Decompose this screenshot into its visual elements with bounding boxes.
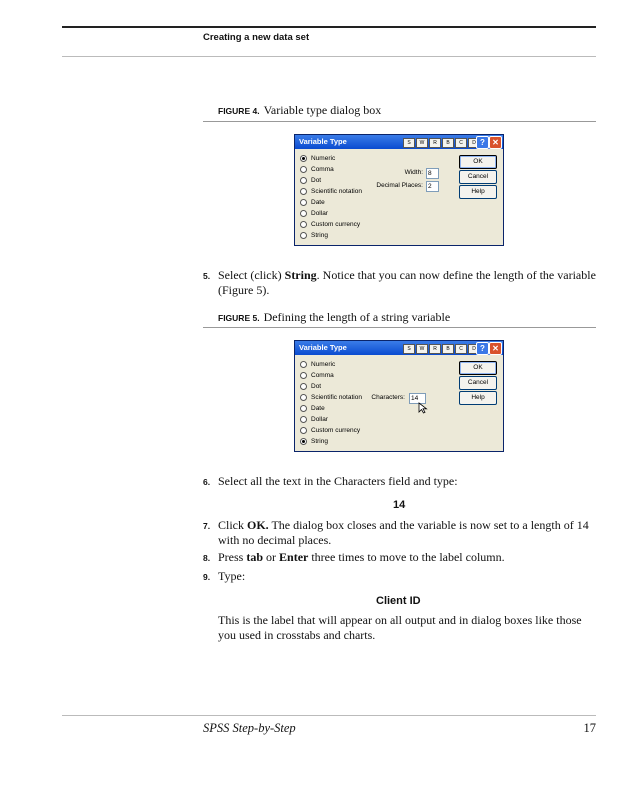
radio-dot[interactable]	[300, 382, 321, 392]
radio-dollar[interactable]	[300, 415, 328, 425]
step-bold-text: Enter	[279, 550, 309, 564]
radio-custom-currency[interactable]	[300, 426, 360, 436]
radio-custom-currency[interactable]	[300, 220, 360, 230]
format-b-button[interactable]: B	[442, 344, 454, 354]
step-number: 7.	[203, 521, 211, 531]
dialog-titlebar[interactable]	[295, 341, 503, 355]
step-5	[203, 268, 596, 298]
format-s-button[interactable]: S	[403, 138, 415, 148]
radio-button-icon	[300, 427, 307, 434]
step-text: The dialog box closes and the variable is now set to a length of 14 with no decimal places.	[218, 518, 589, 547]
step-text: . Notice that you can now define the length of the variable (Figure 5).	[218, 268, 596, 297]
typed-value: 14	[393, 499, 406, 511]
radio-button-icon	[300, 383, 307, 390]
step-text: Select (click)	[218, 268, 285, 282]
running-header: Creating a new data set	[203, 32, 310, 43]
format-b-button[interactable]: B	[442, 138, 454, 148]
radio-label: Date	[311, 405, 325, 412]
close-icon[interactable]: ✕	[489, 136, 502, 149]
step-6	[203, 474, 596, 489]
header-rule-top	[62, 26, 596, 28]
help-button[interactable]: Help	[459, 185, 497, 199]
step-9	[203, 569, 596, 584]
step-text: Click	[218, 518, 247, 532]
format-w-button[interactable]: W	[416, 344, 428, 354]
radio-button-icon	[300, 177, 307, 184]
step-bold-text: OK.	[247, 518, 269, 532]
radio-label: Comma	[311, 372, 334, 379]
radio-button-icon	[300, 166, 307, 173]
step-8	[203, 550, 596, 565]
cancel-button[interactable]: Cancel	[459, 170, 497, 184]
decimal-places-label: Decimal Places:	[376, 182, 423, 189]
step-text: or	[263, 550, 280, 564]
figure-4-label: FIGURE 4.	[218, 106, 260, 116]
cancel-button[interactable]: Cancel	[459, 376, 497, 390]
radio-label: Numeric	[311, 361, 336, 368]
radio-label: Dollar	[311, 416, 328, 423]
dialog-titlebar[interactable]	[295, 135, 503, 149]
figure-5-label: FIGURE 5.	[218, 313, 260, 323]
radio-label: Dot	[311, 383, 322, 390]
radio-date[interactable]	[300, 404, 325, 414]
radio-button-icon	[300, 416, 307, 423]
variable-type-dialog-fig5	[294, 340, 504, 452]
radio-label: Custom currency	[311, 221, 361, 228]
footer-book-title: SPSS Step-by-Step	[203, 721, 296, 735]
step-bold-text: tab	[246, 550, 264, 564]
format-s-button[interactable]: S	[403, 344, 415, 354]
radio-button-icon	[300, 188, 307, 195]
help-question-icon[interactable]: ?	[476, 342, 489, 355]
format-r-button[interactable]: R	[429, 344, 441, 354]
radio-label: Dollar	[311, 210, 328, 217]
format-d-button[interactable]: D	[468, 138, 480, 148]
format-c-button[interactable]: C	[455, 344, 467, 354]
ok-button[interactable]: OK	[459, 361, 497, 375]
radio-comma[interactable]	[300, 371, 334, 381]
radio-scientific-notation[interactable]	[300, 393, 362, 403]
decimal-places-field[interactable]: 2	[426, 181, 439, 192]
variable-type-dialog-fig4	[294, 134, 504, 246]
mouse-cursor-icon	[418, 402, 428, 414]
radio-label: Date	[311, 199, 325, 206]
radio-comma[interactable]	[300, 165, 334, 175]
radio-label: String	[311, 232, 328, 239]
radio-label: Scientific notation	[311, 394, 362, 401]
step-text: Press	[218, 550, 247, 564]
step-9-note: This is the label that will appear on all output and in dialog boxes like those you used in crosstabs and charts.	[218, 613, 582, 642]
radio-button-icon	[300, 221, 307, 228]
figure-4-caption-text: Variable type dialog box	[263, 103, 382, 117]
width-field[interactable]: 8	[426, 168, 439, 179]
radio-label: Scientific notation	[311, 188, 362, 195]
step-text: Type:	[218, 569, 246, 583]
figure-4-rule	[203, 121, 596, 122]
radio-numeric[interactable]	[300, 360, 335, 370]
step-7	[203, 518, 596, 548]
step-number: 5.	[203, 271, 211, 281]
typed-value: Client ID	[376, 595, 421, 607]
radio-button-icon	[300, 210, 307, 217]
step-text: Select all the text in the Characters field and type:	[218, 474, 458, 488]
radio-button-icon	[300, 438, 307, 445]
dialog-title: Variable Type	[299, 343, 347, 352]
figure-4-caption	[218, 103, 381, 118]
radio-string[interactable]	[300, 437, 328, 447]
radio-date[interactable]	[300, 198, 325, 208]
radio-button-icon	[300, 361, 307, 368]
radio-dollar[interactable]	[300, 209, 328, 219]
characters-label: Characters:	[371, 394, 405, 401]
radio-numeric[interactable]	[300, 154, 335, 164]
step-bold-text: String	[284, 268, 317, 282]
format-c-button[interactable]: C	[455, 138, 467, 148]
radio-button-icon	[300, 199, 307, 206]
figure-5-rule	[203, 327, 596, 328]
width-label: Width:	[404, 169, 423, 176]
radio-dot[interactable]	[300, 176, 321, 186]
radio-button-icon	[300, 405, 307, 412]
format-r-button[interactable]: R	[429, 138, 441, 148]
characters-field[interactable]: 14	[409, 393, 426, 404]
radio-button-icon	[300, 155, 307, 162]
figure-5-caption-text: Defining the length of a string variable	[263, 310, 451, 324]
figure-5-caption	[218, 310, 450, 325]
radio-label: Numeric	[311, 155, 336, 162]
help-button[interactable]: Help	[459, 391, 497, 405]
help-question-icon[interactable]: ?	[476, 136, 489, 149]
radio-label: Dot	[311, 177, 322, 184]
step-number: 9.	[203, 572, 211, 582]
step-number: 6.	[203, 477, 211, 487]
format-d-button[interactable]: D	[468, 344, 480, 354]
radio-label: String	[311, 438, 328, 445]
step-text: three times to move to the label column.	[308, 550, 505, 564]
radio-button-icon	[300, 232, 307, 239]
close-icon[interactable]: ✕	[489, 342, 502, 355]
radio-button-icon	[300, 394, 307, 401]
footer-rule	[62, 715, 596, 716]
dialog-title: Variable Type	[299, 137, 347, 146]
format-w-button[interactable]: W	[416, 138, 428, 148]
page-number: 17	[583, 721, 596, 735]
radio-button-icon	[300, 372, 307, 379]
radio-label: Custom currency	[311, 427, 361, 434]
header-rule-bottom	[62, 56, 596, 57]
ok-button[interactable]: OK	[459, 155, 497, 169]
radio-scientific-notation[interactable]	[300, 187, 362, 197]
radio-label: Comma	[311, 166, 334, 173]
radio-string[interactable]	[300, 231, 328, 241]
step-number: 8.	[203, 553, 211, 563]
